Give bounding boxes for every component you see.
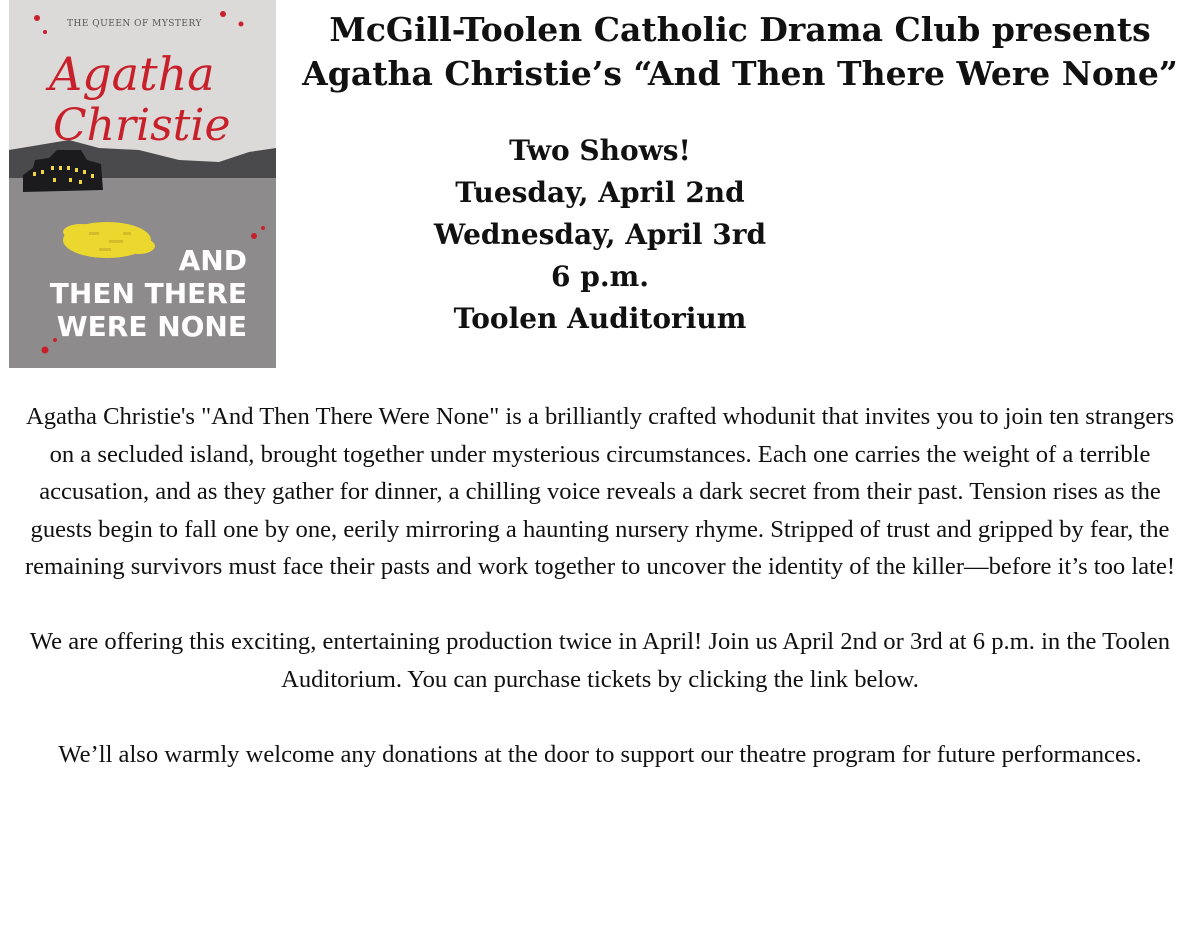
cover-author-first: Agatha	[49, 47, 215, 101]
event-title	[280, 8, 1200, 96]
description	[20, 398, 1180, 811]
donations-paragraph: We’ll also warmly welcome any donations at the door to support our theatre program for future performances.	[58, 740, 1142, 768]
shows-headline: Two Shows!	[509, 134, 691, 167]
synopsis-paragraph: Agatha Christie's "And Then There Were None" is a brilliantly crafted whodunit that invites you to join ten strangers on a secluded island, brought together under mysterious circumstances. Each one carries the weight of a terrible accusation, and as they gather for dinner, a chilling voice reveals a dark secret from their past. Tension rises as the guests begin to fall one by one, eerily mirroring a haunting nursery rhyme. Stripped of trust and gripped by fear, the remaining survivors must face their pasts and work together to uncover the identity of the killer—before it’s too late!	[24, 403, 1176, 580]
cover-tagline: THE QUEEN OF MYSTERY	[67, 19, 202, 29]
show-details	[400, 130, 800, 340]
offer-paragraph: We are offering this exciting, entertaining production twice in April! Join us April 2nd or 3rd at 6 p.m. in the Toolen Auditorium. You can purchase tickets by clicking the link below.	[29, 628, 1171, 693]
play-title-line: Agatha Christie’s “And Then There Were None”	[302, 54, 1178, 93]
show-time: 6 p.m.	[551, 260, 649, 293]
cover-title-line3: WERE NONE	[56, 310, 247, 343]
cover-title-line1: AND	[178, 244, 247, 277]
show-date-2: Wednesday, April 3rd	[433, 218, 767, 251]
presenter-line: McGill-Toolen Catholic Drama Club presents	[329, 10, 1151, 49]
cover-title-line2: THEN THERE	[49, 277, 247, 310]
book-cover-image	[9, 0, 276, 368]
cover-author-last: Christie	[53, 100, 231, 151]
show-venue: Toolen Auditorium	[453, 302, 747, 335]
show-date-1: Tuesday, April 2nd	[455, 176, 745, 209]
